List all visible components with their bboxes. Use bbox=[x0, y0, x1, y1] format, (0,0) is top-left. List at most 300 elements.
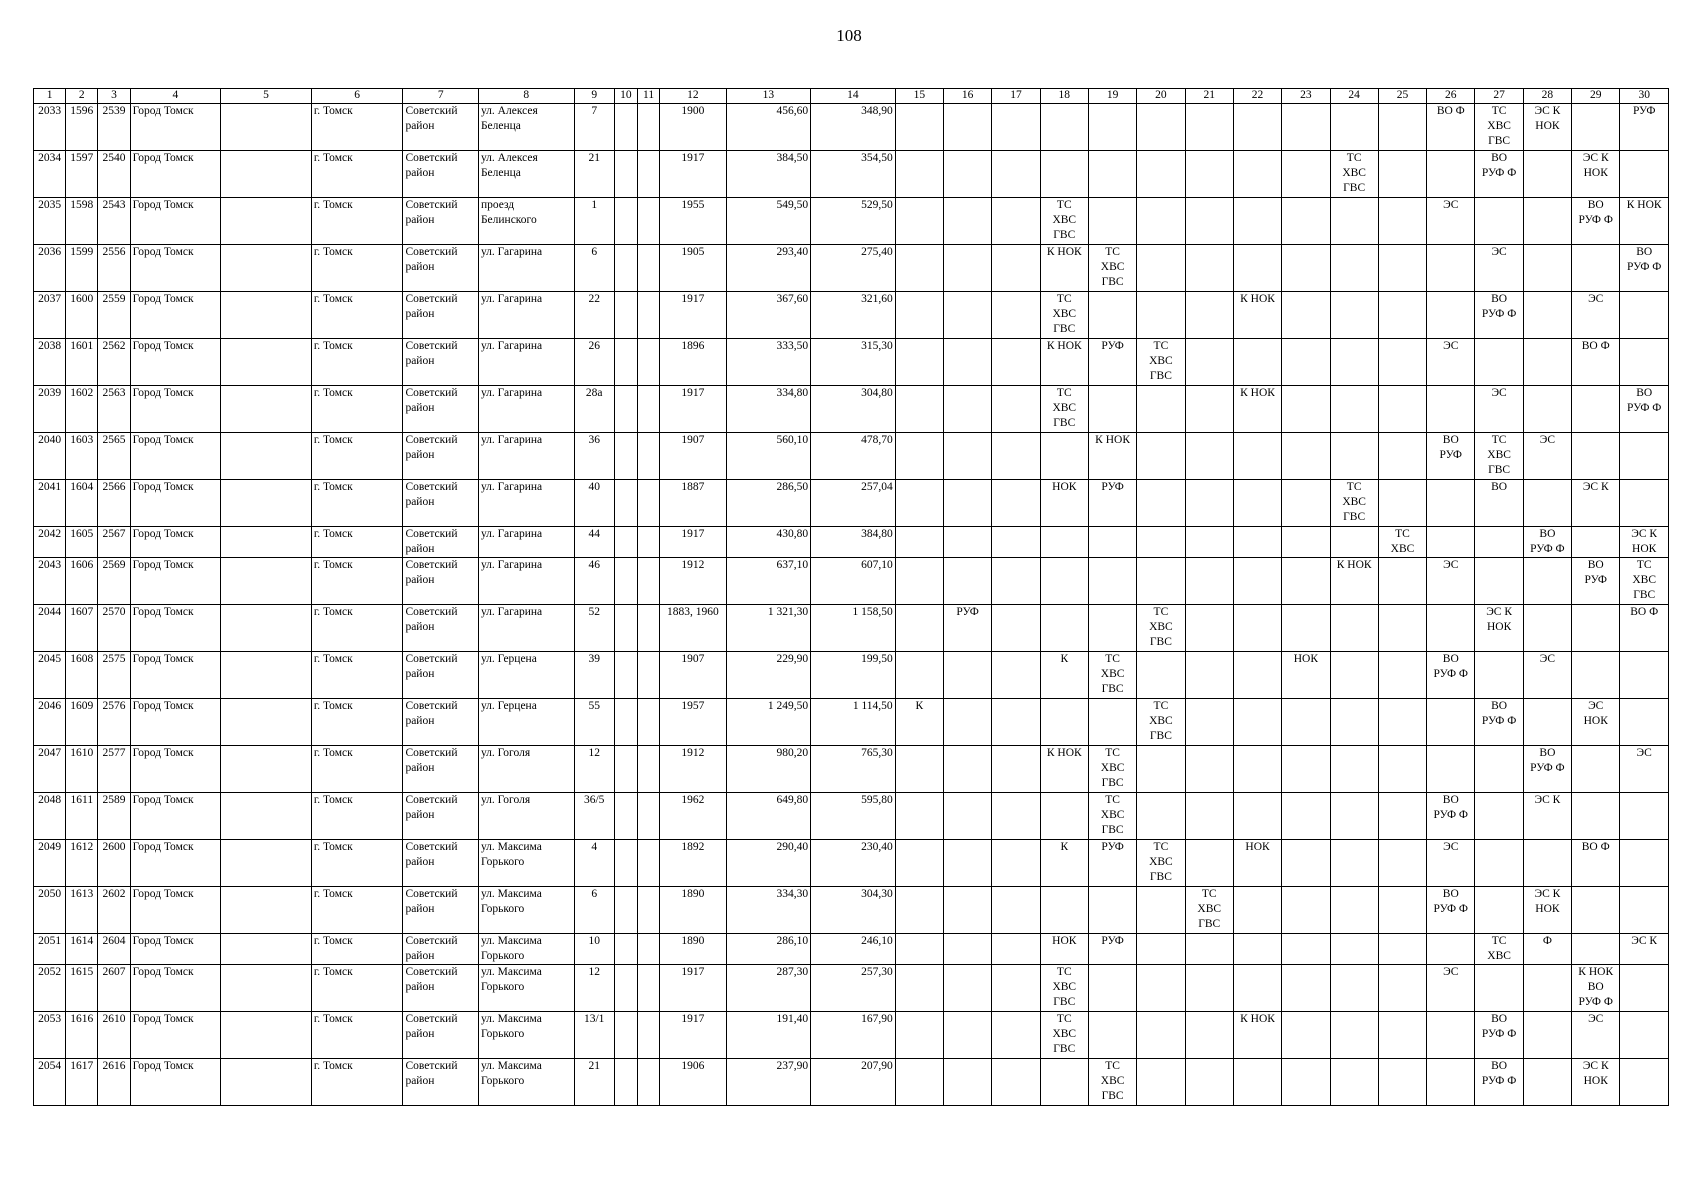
table-cell: 1615 bbox=[66, 965, 98, 1012]
table-cell: ул. Алексея Беленца bbox=[478, 104, 574, 151]
table-cell bbox=[1572, 527, 1620, 558]
table-cell bbox=[221, 965, 312, 1012]
table-cell bbox=[1040, 1059, 1088, 1106]
table-cell: ТС ХВС ГВС bbox=[1040, 386, 1088, 433]
table-cell: ТС ХВС bbox=[1378, 527, 1426, 558]
table-cell bbox=[614, 386, 637, 433]
table-cell bbox=[1330, 1059, 1378, 1106]
table-cell bbox=[1088, 386, 1136, 433]
table-cell bbox=[637, 480, 659, 527]
table-cell bbox=[992, 339, 1040, 386]
table-cell: 1 158,50 bbox=[811, 605, 896, 652]
table-cell bbox=[895, 887, 943, 934]
table-cell: 1917 bbox=[660, 151, 726, 198]
table-cell bbox=[1233, 245, 1281, 292]
table-cell: К bbox=[1040, 652, 1088, 699]
table-cell: Советский район bbox=[403, 934, 479, 965]
table-cell: ТС ХВС ГВС bbox=[1475, 104, 1523, 151]
table-cell bbox=[637, 292, 659, 339]
table-cell: г. Томск bbox=[311, 699, 403, 746]
table-cell bbox=[1572, 887, 1620, 934]
table-cell: Город Томск bbox=[130, 699, 221, 746]
table-cell bbox=[1185, 793, 1233, 840]
table-cell: 430,80 bbox=[726, 527, 811, 558]
table-cell: Советский район bbox=[403, 198, 479, 245]
table-cell bbox=[614, 1059, 637, 1106]
table-cell bbox=[1233, 887, 1281, 934]
table-cell: К НОК bbox=[1233, 1012, 1281, 1059]
table-row bbox=[34, 652, 1669, 699]
table-cell bbox=[944, 245, 992, 292]
table-cell bbox=[1378, 965, 1426, 1012]
table-cell: 1598 bbox=[66, 198, 98, 245]
table-cell: г. Томск bbox=[311, 558, 403, 605]
table-cell: 595,80 bbox=[811, 793, 896, 840]
table-cell: 2038 bbox=[34, 339, 66, 386]
table-cell: ТС ХВС ГВС bbox=[1137, 605, 1185, 652]
table-cell bbox=[992, 1012, 1040, 1059]
table-cell: ВО РУФ Ф bbox=[1427, 887, 1475, 934]
table-cell: НОК bbox=[1040, 934, 1088, 965]
table-cell: 354,50 bbox=[811, 151, 896, 198]
table-cell bbox=[1282, 433, 1330, 480]
table-cell: 2045 bbox=[34, 652, 66, 699]
table-cell: ул. Гоголя bbox=[478, 793, 574, 840]
table-cell: 2040 bbox=[34, 433, 66, 480]
table-cell: г. Томск bbox=[311, 840, 403, 887]
table-cell: ТС ХВС ГВС bbox=[1040, 965, 1088, 1012]
table-cell: 275,40 bbox=[811, 245, 896, 292]
table-row bbox=[34, 605, 1669, 652]
table-cell: 1601 bbox=[66, 339, 98, 386]
table-cell: 21 bbox=[574, 151, 614, 198]
table-row bbox=[34, 245, 1669, 292]
table-cell bbox=[637, 433, 659, 480]
column-header: 7 bbox=[403, 89, 479, 104]
table-cell: К НОК ВО РУФ Ф bbox=[1572, 965, 1620, 1012]
table-cell: ТС ХВС bbox=[1475, 934, 1523, 965]
table-cell bbox=[1427, 386, 1475, 433]
table-cell: 2046 bbox=[34, 699, 66, 746]
table-cell bbox=[1523, 1059, 1571, 1106]
table-cell: г. Томск bbox=[311, 527, 403, 558]
table-cell bbox=[1330, 245, 1378, 292]
table-cell bbox=[1282, 934, 1330, 965]
table-cell: 2044 bbox=[34, 605, 66, 652]
table-row bbox=[34, 1059, 1669, 1106]
table-cell bbox=[992, 433, 1040, 480]
table-cell: Советский район bbox=[403, 104, 479, 151]
table-cell: г. Томск bbox=[311, 1012, 403, 1059]
table-cell: 229,90 bbox=[726, 652, 811, 699]
table-cell bbox=[992, 1059, 1040, 1106]
table-cell: 2563 bbox=[98, 386, 130, 433]
table-cell: ЭС К НОК bbox=[1620, 527, 1669, 558]
table-cell: 2570 bbox=[98, 605, 130, 652]
table-cell bbox=[944, 104, 992, 151]
table-cell bbox=[944, 480, 992, 527]
column-header: 9 bbox=[574, 89, 614, 104]
table-cell bbox=[1137, 746, 1185, 793]
table-cell: Город Томск bbox=[130, 104, 221, 151]
table-cell bbox=[1185, 104, 1233, 151]
table-cell bbox=[1378, 386, 1426, 433]
table-cell: ВО РУФ Ф bbox=[1427, 652, 1475, 699]
table-cell bbox=[992, 793, 1040, 840]
table-cell bbox=[944, 292, 992, 339]
table-cell: ВО Ф bbox=[1572, 840, 1620, 887]
table-cell: ЭС К НОК bbox=[1572, 151, 1620, 198]
table-cell: ТС ХВС ГВС bbox=[1040, 1012, 1088, 1059]
table-cell: Город Томск bbox=[130, 480, 221, 527]
table-cell bbox=[992, 480, 1040, 527]
table-cell bbox=[1475, 746, 1523, 793]
table-cell: 1917 bbox=[660, 527, 726, 558]
table-cell bbox=[221, 339, 312, 386]
table-cell bbox=[614, 198, 637, 245]
table-row bbox=[34, 965, 1669, 1012]
table-cell: 2589 bbox=[98, 793, 130, 840]
table-cell bbox=[895, 605, 943, 652]
table-cell bbox=[1282, 887, 1330, 934]
table-cell bbox=[1572, 746, 1620, 793]
table-cell: Советский район bbox=[403, 652, 479, 699]
table-cell: 1610 bbox=[66, 746, 98, 793]
table-cell bbox=[895, 433, 943, 480]
table-cell bbox=[992, 292, 1040, 339]
table-cell bbox=[1330, 746, 1378, 793]
table-cell: 28а bbox=[574, 386, 614, 433]
column-header: 14 bbox=[811, 89, 896, 104]
table-cell: Город Томск bbox=[130, 1059, 221, 1106]
table-row bbox=[34, 558, 1669, 605]
table-cell: г. Томск bbox=[311, 292, 403, 339]
table-cell bbox=[1620, 480, 1669, 527]
table-cell bbox=[637, 151, 659, 198]
table-row bbox=[34, 1012, 1669, 1059]
table-cell: 2043 bbox=[34, 558, 66, 605]
table-cell: 2562 bbox=[98, 339, 130, 386]
table-cell: 1 249,50 bbox=[726, 699, 811, 746]
table-cell bbox=[221, 433, 312, 480]
table-cell: Город Томск bbox=[130, 934, 221, 965]
table-cell bbox=[637, 339, 659, 386]
table-cell: 1611 bbox=[66, 793, 98, 840]
table-cell bbox=[614, 1012, 637, 1059]
table-cell: ЭС НОК bbox=[1572, 699, 1620, 746]
table-cell: 1 bbox=[574, 198, 614, 245]
table-cell bbox=[1572, 104, 1620, 151]
column-header: 22 bbox=[1233, 89, 1281, 104]
table-cell bbox=[1282, 245, 1330, 292]
table-cell: Советский район bbox=[403, 1059, 479, 1106]
table-cell bbox=[1330, 1012, 1378, 1059]
table-cell bbox=[1088, 887, 1136, 934]
table-cell: 1613 bbox=[66, 887, 98, 934]
table-cell bbox=[895, 198, 943, 245]
table-cell: 1604 bbox=[66, 480, 98, 527]
table-cell bbox=[221, 480, 312, 527]
table-cell: 304,30 bbox=[811, 887, 896, 934]
table-cell bbox=[1427, 292, 1475, 339]
table-cell bbox=[1378, 934, 1426, 965]
column-header: 21 bbox=[1185, 89, 1233, 104]
table-cell: 286,10 bbox=[726, 934, 811, 965]
table-cell bbox=[1282, 1012, 1330, 1059]
table-cell: ул. Гагарина bbox=[478, 433, 574, 480]
table-cell bbox=[895, 934, 943, 965]
table-cell bbox=[1523, 386, 1571, 433]
table-cell: 2604 bbox=[98, 934, 130, 965]
column-header: 28 bbox=[1523, 89, 1571, 104]
table-cell: ТС ХВС ГВС bbox=[1185, 887, 1233, 934]
table-cell bbox=[1282, 480, 1330, 527]
table-cell: 7 bbox=[574, 104, 614, 151]
table-cell bbox=[614, 840, 637, 887]
table-cell bbox=[1330, 605, 1378, 652]
table-cell: ул. Герцена bbox=[478, 652, 574, 699]
table-cell bbox=[614, 746, 637, 793]
table-cell bbox=[1475, 887, 1523, 934]
table-cell: Город Томск bbox=[130, 339, 221, 386]
table-cell bbox=[992, 605, 1040, 652]
table-cell bbox=[1523, 339, 1571, 386]
table-cell: ул. Алексея Беленца bbox=[478, 151, 574, 198]
table-cell: 456,60 bbox=[726, 104, 811, 151]
table-cell: г. Томск bbox=[311, 605, 403, 652]
table-cell: К НОК bbox=[1040, 339, 1088, 386]
table-cell bbox=[1620, 965, 1669, 1012]
table-cell bbox=[1523, 292, 1571, 339]
table-cell bbox=[637, 1012, 659, 1059]
table-cell bbox=[1088, 527, 1136, 558]
table-cell bbox=[1185, 198, 1233, 245]
column-header: 13 bbox=[726, 89, 811, 104]
table-cell: 2039 bbox=[34, 386, 66, 433]
table-cell: ул. Герцена bbox=[478, 699, 574, 746]
table-cell: ТС ХВС ГВС bbox=[1330, 480, 1378, 527]
table-cell: 2577 bbox=[98, 746, 130, 793]
table-cell bbox=[1282, 699, 1330, 746]
table-cell: проезд Белинского bbox=[478, 198, 574, 245]
table-cell bbox=[944, 339, 992, 386]
table-cell bbox=[1137, 934, 1185, 965]
table-cell bbox=[1378, 887, 1426, 934]
table-row bbox=[34, 527, 1669, 558]
table-cell bbox=[1185, 527, 1233, 558]
table-cell: 1600 bbox=[66, 292, 98, 339]
table-cell bbox=[637, 840, 659, 887]
table-cell: К bbox=[895, 699, 943, 746]
table-cell bbox=[1427, 480, 1475, 527]
table-cell bbox=[992, 652, 1040, 699]
table-cell: г. Томск bbox=[311, 104, 403, 151]
table-cell bbox=[1427, 746, 1475, 793]
table-cell bbox=[614, 292, 637, 339]
table-cell: 39 bbox=[574, 652, 614, 699]
table-cell bbox=[895, 965, 943, 1012]
table-cell bbox=[1233, 652, 1281, 699]
table-cell: г. Томск bbox=[311, 965, 403, 1012]
table-cell bbox=[1185, 699, 1233, 746]
column-header: 19 bbox=[1088, 89, 1136, 104]
table-cell bbox=[1572, 652, 1620, 699]
table-cell: 1896 bbox=[660, 339, 726, 386]
table-cell: 1955 bbox=[660, 198, 726, 245]
table-cell: 2054 bbox=[34, 1059, 66, 1106]
table-cell bbox=[614, 527, 637, 558]
table-cell bbox=[637, 746, 659, 793]
table-cell bbox=[1330, 699, 1378, 746]
table-cell bbox=[1282, 339, 1330, 386]
table-cell: ул. Гагарина bbox=[478, 386, 574, 433]
column-header: 26 bbox=[1427, 89, 1475, 104]
column-header: 25 bbox=[1378, 89, 1426, 104]
column-header: 3 bbox=[98, 89, 130, 104]
table-cell bbox=[1185, 934, 1233, 965]
column-header: 10 bbox=[614, 89, 637, 104]
table-cell: ул. Гоголя bbox=[478, 746, 574, 793]
table-cell bbox=[1233, 480, 1281, 527]
table-cell: 1917 bbox=[660, 292, 726, 339]
table-cell: 2543 bbox=[98, 198, 130, 245]
table-cell: ул. Гагарина bbox=[478, 527, 574, 558]
table-cell bbox=[992, 934, 1040, 965]
column-header: 17 bbox=[992, 89, 1040, 104]
table-cell bbox=[1427, 527, 1475, 558]
table-cell bbox=[944, 840, 992, 887]
table-cell: НОК bbox=[1040, 480, 1088, 527]
table-cell: Город Томск bbox=[130, 652, 221, 699]
table-cell bbox=[992, 104, 1040, 151]
table-cell: Город Томск bbox=[130, 793, 221, 840]
table-cell: г. Томск bbox=[311, 480, 403, 527]
table-cell bbox=[895, 386, 943, 433]
table-cell bbox=[1427, 605, 1475, 652]
table-cell bbox=[1330, 104, 1378, 151]
table-cell: 2047 bbox=[34, 746, 66, 793]
table-cell bbox=[1185, 605, 1233, 652]
table-cell bbox=[637, 245, 659, 292]
table-cell bbox=[221, 840, 312, 887]
table-cell bbox=[1378, 433, 1426, 480]
table-cell: К НОК bbox=[1040, 746, 1088, 793]
table-cell bbox=[1088, 699, 1136, 746]
table-cell bbox=[1378, 652, 1426, 699]
table-cell: ЭС К bbox=[1572, 480, 1620, 527]
column-header: 15 bbox=[895, 89, 943, 104]
table-cell bbox=[1137, 245, 1185, 292]
table-cell bbox=[221, 605, 312, 652]
column-header: 29 bbox=[1572, 89, 1620, 104]
table-cell bbox=[1620, 793, 1669, 840]
table-cell bbox=[1233, 746, 1281, 793]
table-cell: 257,04 bbox=[811, 480, 896, 527]
table-cell: ЭС К НОК bbox=[1523, 887, 1571, 934]
table-cell: Город Томск bbox=[130, 386, 221, 433]
table-cell bbox=[944, 1059, 992, 1106]
table-cell: 1962 bbox=[660, 793, 726, 840]
table-cell: ВО bbox=[1475, 480, 1523, 527]
table-cell bbox=[992, 151, 1040, 198]
table-cell: 2566 bbox=[98, 480, 130, 527]
table-cell bbox=[1282, 605, 1330, 652]
table-cell bbox=[1185, 433, 1233, 480]
table-cell bbox=[614, 558, 637, 605]
table-cell bbox=[895, 339, 943, 386]
table-cell bbox=[1620, 339, 1669, 386]
table-cell bbox=[895, 1059, 943, 1106]
table-cell: 478,70 bbox=[811, 433, 896, 480]
table-cell: 2052 bbox=[34, 965, 66, 1012]
table-cell bbox=[944, 652, 992, 699]
table-cell: 649,80 bbox=[726, 793, 811, 840]
table-cell: ВО РУФ Ф bbox=[1475, 1012, 1523, 1059]
table-cell bbox=[895, 746, 943, 793]
table-cell bbox=[1330, 934, 1378, 965]
table-cell: РУФ bbox=[1088, 339, 1136, 386]
table-cell: 55 bbox=[574, 699, 614, 746]
table-cell bbox=[1185, 1012, 1233, 1059]
table-cell: Советский район bbox=[403, 433, 479, 480]
table-cell bbox=[944, 699, 992, 746]
table-cell bbox=[1572, 934, 1620, 965]
table-cell bbox=[614, 965, 637, 1012]
table-cell: 2048 bbox=[34, 793, 66, 840]
table-cell: Город Томск bbox=[130, 198, 221, 245]
table-cell: Город Томск bbox=[130, 433, 221, 480]
table-cell: 2607 bbox=[98, 965, 130, 1012]
table-cell: 549,50 bbox=[726, 198, 811, 245]
table-cell: ЭС bbox=[1427, 198, 1475, 245]
table-cell bbox=[1572, 245, 1620, 292]
table-header bbox=[34, 89, 1669, 104]
table-cell bbox=[1620, 1059, 1669, 1106]
table-cell bbox=[1330, 292, 1378, 339]
column-header: 20 bbox=[1137, 89, 1185, 104]
table-cell: 52 bbox=[574, 605, 614, 652]
table-cell bbox=[1620, 433, 1669, 480]
table-cell: К НОК bbox=[1330, 558, 1378, 605]
table-cell: г. Томск bbox=[311, 339, 403, 386]
table-cell: 1907 bbox=[660, 652, 726, 699]
table-cell bbox=[1523, 245, 1571, 292]
table-cell bbox=[637, 1059, 659, 1106]
table-cell: 2610 bbox=[98, 1012, 130, 1059]
table-cell bbox=[944, 1012, 992, 1059]
table-cell bbox=[1330, 887, 1378, 934]
table-cell: 2037 bbox=[34, 292, 66, 339]
table-cell bbox=[221, 746, 312, 793]
table-cell: ВО РУФ Ф bbox=[1523, 746, 1571, 793]
table-row bbox=[34, 104, 1669, 151]
table-cell bbox=[1040, 793, 1088, 840]
table-cell bbox=[944, 558, 992, 605]
table-cell bbox=[221, 527, 312, 558]
table-cell: 333,50 bbox=[726, 339, 811, 386]
table-cell: 6 bbox=[574, 245, 614, 292]
table-cell bbox=[1282, 965, 1330, 1012]
table-cell: ЭС bbox=[1572, 1012, 1620, 1059]
table-row bbox=[34, 339, 1669, 386]
table-cell: ВО РУФ Ф bbox=[1572, 198, 1620, 245]
table-cell: ВО РУФ bbox=[1427, 433, 1475, 480]
table-cell: 199,50 bbox=[811, 652, 896, 699]
table-cell bbox=[1282, 386, 1330, 433]
table-cell: ВО РУФ Ф bbox=[1620, 386, 1669, 433]
table-cell bbox=[1282, 527, 1330, 558]
table-cell: Советский район bbox=[403, 151, 479, 198]
